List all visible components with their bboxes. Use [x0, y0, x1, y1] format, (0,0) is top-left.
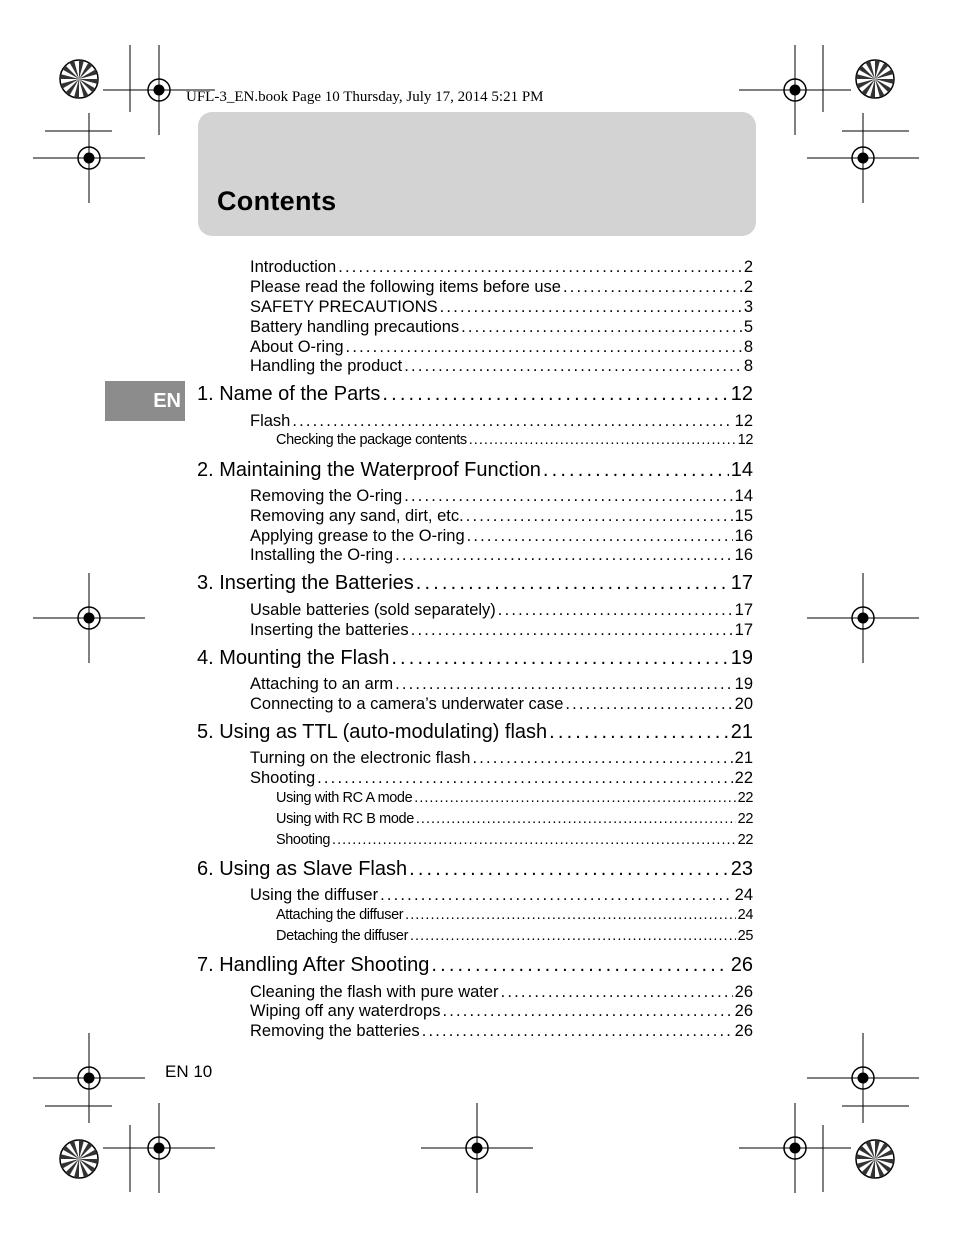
toc-label: 4. Mounting the Flash	[197, 647, 390, 669]
toc-page-number: 14	[734, 487, 753, 505]
toc-label: Attaching the diffuser	[276, 907, 404, 923]
toc-section[interactable]	[250, 338, 753, 357]
toc-chapter[interactable]	[197, 572, 753, 595]
language-tab	[105, 381, 185, 421]
toc-label: Connecting to a camera’s underwater case	[250, 695, 564, 713]
registration-target-icon	[33, 1033, 145, 1123]
toc-page-number: 26	[734, 1022, 753, 1040]
registration-target-icon	[103, 1103, 215, 1193]
toc-leader-dots	[469, 432, 736, 448]
toc-label: Removing the batteries	[250, 1022, 420, 1040]
toc-chapter[interactable]	[197, 383, 753, 406]
star-target-icon	[856, 60, 894, 98]
toc-leader-dots	[467, 527, 733, 546]
toc-page-number: 20	[734, 695, 753, 713]
toc-label: 1. Name of the Parts	[197, 383, 381, 405]
toc-label: Removing any sand, dirt, etc.	[250, 507, 464, 525]
registration-target-icon	[807, 113, 919, 203]
toc-leader-dots	[292, 412, 732, 431]
print-header: UFL-3_EN.book Page 10 Thursday, July 17, 2014 5:21 PM	[186, 89, 544, 105]
toc-page-number: 15	[734, 507, 753, 525]
toc-label: 2. Maintaining the Waterproof Function	[197, 459, 541, 481]
toc-leader-dots	[414, 790, 735, 806]
toc-page-number: 25	[737, 928, 753, 944]
toc-label: Attaching to an arm	[250, 675, 394, 693]
toc-page-number: 22	[737, 811, 753, 827]
toc-leader-dots	[472, 749, 732, 768]
toc-leader-dots	[382, 383, 728, 406]
toc-label: About O-ring	[250, 338, 344, 356]
toc-leader-dots	[405, 907, 735, 923]
toc-leader-dots	[431, 954, 728, 977]
toc-section[interactable]	[250, 527, 753, 546]
toc-label: Checking the package contents	[276, 432, 467, 448]
language-tab-label: EN	[153, 390, 181, 412]
toc-page-number: 12	[734, 412, 753, 430]
toc-leader-dots	[395, 675, 733, 694]
toc-section[interactable]	[250, 357, 753, 376]
toc-page-number: 16	[734, 546, 753, 564]
toc-page-number: 26	[734, 983, 753, 1001]
toc-label: 7. Handling After Shooting	[197, 954, 430, 976]
toc-label: Using with RC A mode	[276, 790, 413, 806]
toc-label: Inserting the batteries	[250, 621, 409, 639]
toc-page-number: 5	[743, 318, 753, 336]
toc-label: Cleaning the flash with pure water	[250, 983, 499, 1001]
title-banner	[198, 112, 756, 236]
toc-page-number: 2	[743, 278, 753, 296]
toc-chapter[interactable]	[197, 858, 753, 881]
toc-page-number: 8	[743, 357, 753, 375]
toc-page-number: 22	[737, 832, 753, 848]
toc-section[interactable]	[250, 983, 753, 1002]
toc-label: Using the diffuser	[250, 886, 379, 904]
toc-section[interactable]	[250, 695, 753, 714]
toc-label: Using with RC B mode	[276, 811, 414, 827]
toc-section[interactable]	[250, 1022, 753, 1041]
toc-label: Flash	[250, 412, 291, 430]
toc-page-number: 3	[743, 298, 753, 316]
toc-page-number: 17	[734, 601, 753, 619]
toc-leader-dots	[395, 546, 733, 565]
toc-page-number: 21	[734, 749, 753, 767]
toc-section[interactable]	[250, 412, 753, 431]
toc-leader-dots	[498, 601, 733, 620]
registration-target-icon	[33, 573, 145, 663]
toc-label: Removing the O-ring	[250, 487, 403, 505]
registration-target-icon	[739, 1103, 851, 1193]
toc-label: 5. Using as TTL (auto-modulating) flash	[197, 721, 548, 743]
toc-section[interactable]	[250, 507, 753, 526]
toc-leader-dots	[563, 278, 742, 297]
star-target-icon	[60, 1140, 98, 1178]
toc-label: Detaching the diffuser	[276, 928, 408, 944]
toc-section[interactable]	[250, 886, 753, 905]
footer-page-number: EN 10	[165, 1062, 213, 1081]
toc-label: Shooting	[250, 769, 316, 787]
toc-label: Usable batteries (sold separately)	[250, 601, 496, 619]
toc-leader-dots	[549, 721, 729, 744]
toc-leader-dots	[422, 1022, 733, 1041]
toc-page-number: 26	[730, 954, 753, 976]
toc-section[interactable]	[250, 675, 753, 694]
toc-leader-dots	[466, 507, 733, 526]
toc-leader-dots	[440, 298, 742, 317]
toc-label: Turning on the electronic flash	[250, 749, 471, 767]
toc-section[interactable]	[250, 749, 753, 768]
toc-leader-dots	[411, 621, 733, 640]
toc-leader-dots	[409, 858, 729, 881]
toc-leader-dots	[332, 832, 736, 848]
registration-target-icon	[33, 113, 145, 203]
toc-page-number: 26	[734, 1002, 753, 1020]
toc-section[interactable]	[250, 298, 753, 317]
toc-subsection[interactable]	[276, 832, 753, 848]
toc-label: Applying grease to the O-ring	[250, 527, 465, 545]
toc-leader-dots	[416, 572, 729, 595]
toc-section[interactable]	[250, 258, 753, 277]
toc-leader-dots	[404, 357, 742, 376]
toc-label: Battery handling precautions	[250, 318, 460, 336]
toc-page-number: 14	[730, 459, 753, 481]
toc-page-number: 17	[730, 572, 753, 594]
star-target-icon	[60, 60, 98, 98]
toc-section[interactable]	[250, 546, 753, 565]
toc-leader-dots	[317, 769, 733, 788]
toc-leader-dots	[338, 258, 742, 277]
toc-leader-dots	[461, 318, 742, 337]
toc-subsection[interactable]	[276, 928, 753, 944]
toc-chapter[interactable]	[197, 721, 753, 744]
toc-section[interactable]	[250, 278, 753, 297]
toc-page-number: 12	[737, 432, 753, 448]
toc-section[interactable]	[250, 621, 753, 640]
toc-page-number: 19	[734, 675, 753, 693]
toc-leader-dots	[543, 459, 729, 482]
registration-target-icon	[807, 1033, 919, 1123]
toc-label: Handling the product	[250, 357, 403, 375]
page-title: Contents	[217, 186, 337, 216]
toc-label: 3. Inserting the Batteries	[197, 572, 414, 594]
toc-leader-dots	[380, 886, 733, 905]
toc-chapter[interactable]	[197, 459, 753, 482]
toc-page-number: 24	[737, 907, 753, 923]
toc-leader-dots	[346, 338, 742, 357]
toc-leader-dots	[410, 928, 736, 944]
toc-subsection[interactable]	[276, 907, 753, 923]
toc-subsection[interactable]	[276, 432, 753, 448]
toc-page-number: 21	[730, 721, 753, 743]
toc-page-number: 19	[730, 647, 753, 669]
toc-section[interactable]	[250, 601, 753, 620]
toc-label: Wiping off any waterdrops	[250, 1002, 441, 1020]
toc-page-number: 12	[730, 383, 753, 405]
toc-label: Installing the O-ring	[250, 546, 394, 564]
toc-label: Introduction	[250, 258, 337, 276]
toc-leader-dots	[501, 983, 733, 1002]
toc-leader-dots	[391, 647, 728, 670]
toc-page-number: 16	[734, 527, 753, 545]
registration-target-icon	[421, 1103, 533, 1193]
registration-target-icon	[807, 573, 919, 663]
toc-leader-dots	[416, 811, 736, 827]
toc-section[interactable]	[250, 318, 753, 337]
toc-section[interactable]	[250, 487, 753, 506]
toc-leader-dots	[565, 695, 732, 714]
star-target-icon	[856, 1140, 894, 1178]
toc-page-number: 8	[743, 338, 753, 356]
toc-subsection[interactable]	[276, 790, 753, 806]
toc-page-number: 22	[734, 769, 753, 787]
toc-chapter[interactable]	[197, 647, 753, 670]
toc-label: Please read the following items before use	[250, 278, 561, 296]
toc-label: 6. Using as Slave Flash	[197, 858, 408, 880]
toc-leader-dots	[404, 487, 732, 506]
toc-label: Shooting	[276, 832, 331, 848]
toc-chapter[interactable]	[197, 954, 753, 977]
toc-page-number: 2	[743, 258, 753, 276]
toc-section[interactable]	[250, 769, 753, 788]
toc-subsection[interactable]	[276, 811, 753, 827]
toc-page-number: 24	[734, 886, 753, 904]
toc-section[interactable]	[250, 1002, 753, 1021]
toc-label: SAFETY PRECAUTIONS	[250, 298, 438, 316]
toc-leader-dots	[442, 1002, 732, 1021]
registration-target-icon	[739, 45, 851, 135]
toc-page-number: 23	[730, 858, 753, 880]
toc-page-number: 22	[737, 790, 753, 806]
toc-page-number: 17	[734, 621, 753, 639]
